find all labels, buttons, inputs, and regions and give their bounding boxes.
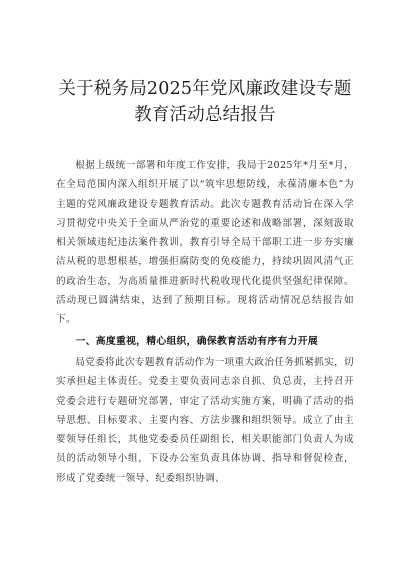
document-title: [56, 76, 354, 128]
section-1-paragraph: 局党委将此次专题教育活动作为一项重大政治任务抓紧抓实，切实承担起主体责任。党委主要负责同志亲自抓、负总责，主持召开党委会进行专题研究部署，审定了活动实施方案，明确了活动的指导思想、目标要求、主要内容、方法步骤和组织领导。成立了由主要领导任组长，其他党委委员任副组长，相关职能部门负责人为成员的活动领导小组，下设办公室负责具体协调、指导和督促检查，形成了党委统一领导、纪委组织协调、: [56, 356, 354, 484]
title-line-1: 关于税务局2025年党风廉政建设专题: [58, 79, 352, 99]
intro-paragraph: 根据上级统一部署和年度工作安排，我局于2025年*月至*月，在全局范围内深入组织开展了以“筑牢思想防线，永葆清廉本色”为主题的党风廉政建设专题教育活动。此次专题教育活动旨在深入学习贯彻党中央关于全面从严治党的重要论述和战略部署，深刻汲取相关领域违纪违法案件教训，教育引导全局干部职工进一步夯实廉洁从税的思想根基，增强拒腐防变的免疫能力，持续巩固风清气正的政治生态，为高质量推进新时代税收现代化提供坚强纪律保障。活动现已圆满结束，达到了预期目标。现将活动情况总结报告如下。: [56, 160, 354, 326]
title-line-2: 教育活动总结报告: [134, 105, 276, 125]
section-1-heading: 一、高度重视，精心组织，确保教育活动有序有力开展: [75, 335, 318, 347]
